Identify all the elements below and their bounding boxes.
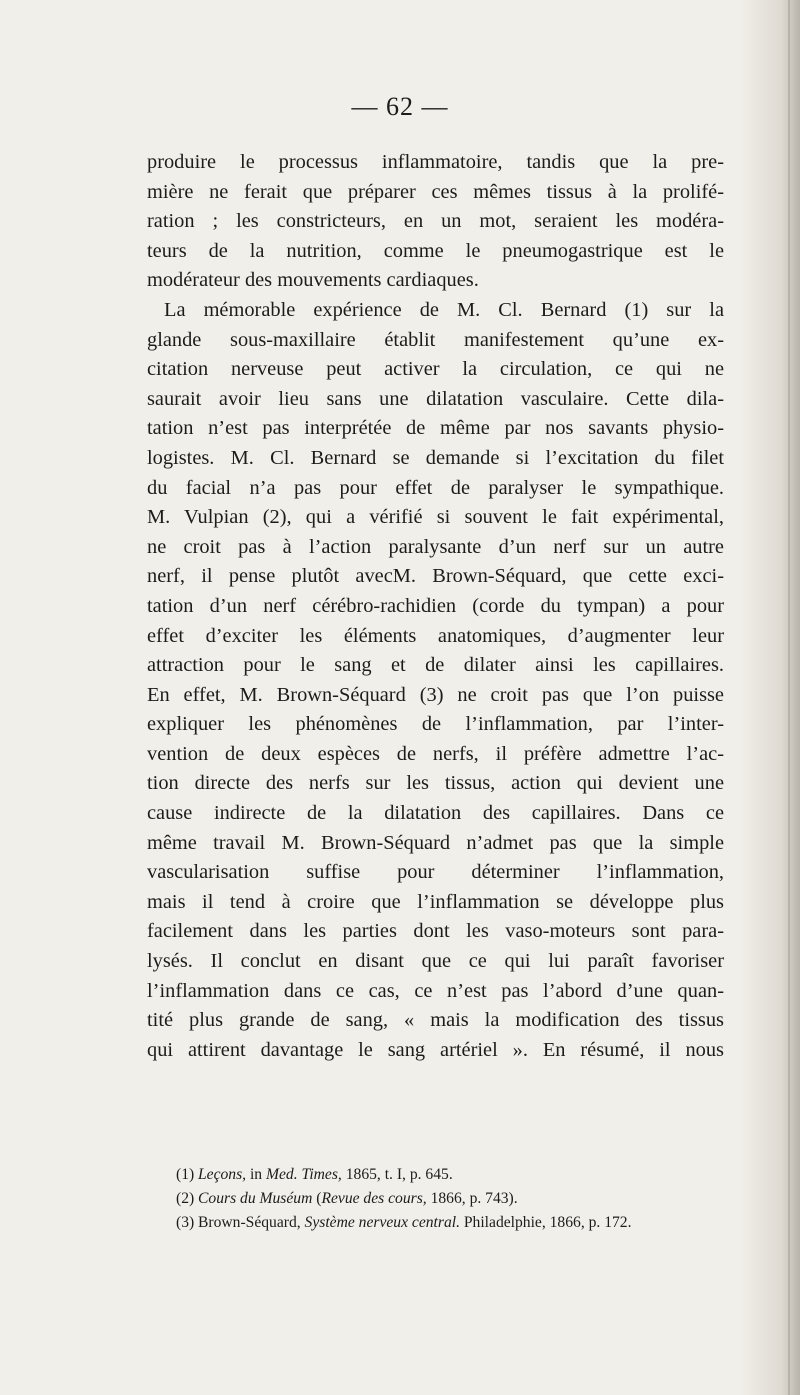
text-line: M. Vulpian (2), qui a vérifié si souvent le fait expérimental, [147, 506, 724, 529]
text-line: La mémorable expérience de M. Cl. Bernard (1) sur la [164, 298, 724, 321]
footnote-number: (1) [176, 1166, 195, 1183]
text-line: tation n’est pas interprétée de même par nos savants physio- [147, 417, 724, 440]
footnote-text: Brown-Séquard, [198, 1214, 305, 1231]
page-number: — 62 — [351, 92, 449, 121]
text-line: citation nerveuse peut activer la circulation, ce qui ne [147, 358, 724, 381]
text-line: tion directe des nerfs sur les tissus, action qui devient une [147, 772, 724, 795]
text-line: effet d’exciter les éléments anatomiques, d’augmenter leur [147, 624, 724, 647]
page-edge-line [788, 0, 790, 1395]
footnote-number: (2) [176, 1190, 195, 1207]
text-line: nerf, il pense plutôt avecM. Brown-Séquard, que cette exci- [147, 565, 724, 588]
text-line: vascularisation suffise pour déterminer l’inflammation, [147, 861, 724, 884]
footnote-title: Cours du Muséum [198, 1190, 313, 1207]
text-line: En effet, M. Brown-Séquard (3) ne croit pas que l’on puisse [147, 683, 724, 706]
text-line: ration ; les constricteurs, en un mot, seraient les modéra- [147, 210, 724, 233]
footnote-text: ( [312, 1190, 322, 1207]
footnote-source: Med. Times, [266, 1166, 342, 1183]
footnote-1 [176, 1163, 736, 1187]
text-line: qui attirent davantage le sang artériel ». En résumé, il nous [147, 1038, 724, 1061]
text-line: glande sous-maxillaire établit manifestement qu’une ex- [147, 328, 724, 351]
text-line: tation d’un nerf cérébro-rachidien (corde du tympan) a pour [147, 594, 724, 617]
text-line: saurait avoir lieu sans une dilatation vasculaire. Cette dila- [147, 387, 724, 410]
footnotes [176, 1163, 736, 1235]
text-line: mière ne ferait que préparer ces mêmes tissus à la prolifé- [147, 180, 724, 203]
text-line: cause indirecte de la dilatation des capillaires. Dans ce [147, 802, 724, 825]
text-line: attraction pour le sang et de dilater ainsi les capillaires. [147, 654, 724, 677]
text-line: produire le processus inflammatoire, tandis que la pre- [147, 151, 724, 173]
footnote-2 [176, 1187, 736, 1211]
footnote-3 [176, 1211, 736, 1235]
text-line: du facial n’a pas pour effet de paralyser le sympathique. [147, 476, 724, 499]
footnote-text: 1866, p. 743). [426, 1190, 518, 1207]
page-edge-shadow [740, 0, 800, 1395]
text-line: expliquer les phénomènes de l’inflammation, par l’inter- [147, 713, 724, 736]
text-line: modérateur des mouvements cardiaques. [147, 269, 479, 292]
footnote-text: 1865, t. I, p. 645. [341, 1166, 453, 1183]
footnote-number: (3) [176, 1214, 195, 1231]
text-line: l’inflammation dans ce cas, ce n’est pas l’abord d’une quan- [147, 979, 724, 1002]
text-line: lysés. Il conclut en disant que ce qui lui paraît favoriser [147, 950, 724, 973]
footnote-source: Système nerveux central. [304, 1214, 460, 1231]
body-text [147, 148, 724, 1065]
footnote-source: Revue des cours, [321, 1190, 427, 1207]
text-line: même travail M. Brown-Séquard n’admet pas que la simple [147, 831, 724, 854]
text-line: logistes. M. Cl. Bernard se demande si l’excitation du filet [147, 446, 724, 469]
text-line: tité plus grande de sang, « mais la modification des tissus [147, 1009, 724, 1032]
text-line: mais il tend à croire que l’inflammation se développe plus [147, 890, 724, 913]
text-line: teurs de la nutrition, comme le pneumogastrique est le [147, 239, 724, 262]
text-line: vention de deux espèces de nerfs, il préfère admettre l’ac- [147, 742, 724, 765]
text-line: facilement dans les parties dont les vaso-moteurs sont para- [147, 920, 724, 943]
footnote-text: in [246, 1166, 267, 1183]
footnote-text: Philadelphie, 1866, p. 172. [459, 1214, 632, 1231]
footnote-title: Leçons, [198, 1166, 247, 1183]
text-line: ne croit pas à l’action paralysante d’un nerf sur un autre [147, 535, 724, 558]
